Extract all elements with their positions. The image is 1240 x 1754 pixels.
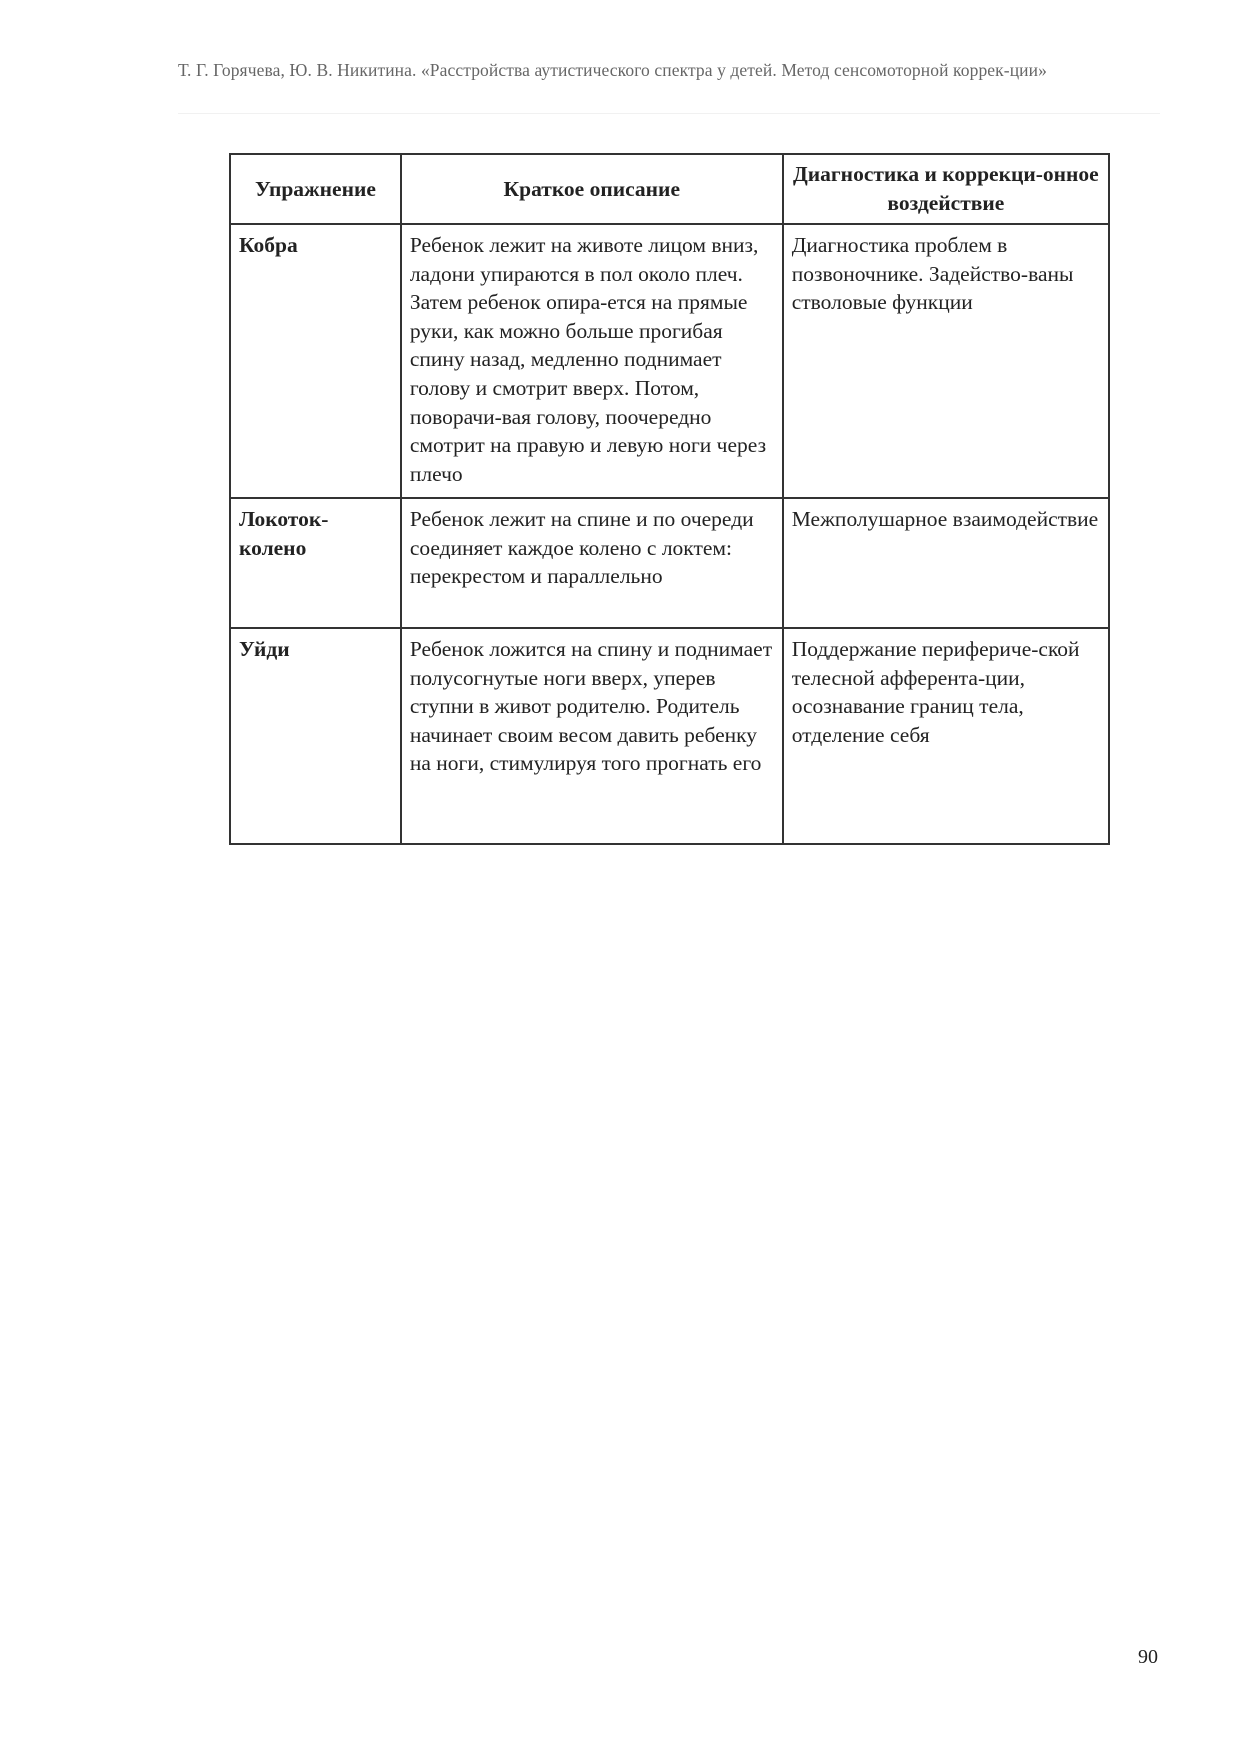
header-effect: Диагностика и коррекци-онное воздействие bbox=[783, 154, 1109, 224]
exercise-name: Кобра bbox=[230, 224, 401, 498]
exercises-table bbox=[229, 153, 1110, 845]
page-number: 90 bbox=[1138, 1646, 1158, 1668]
exercise-description: Ребенок ложится на спину и поднимает полусогнутые ноги вверх, уперев ступни в живот родителю. Родитель начинает своим весом давить ребенку на ноги, стимулируя того прогнать его bbox=[401, 628, 783, 844]
header-divider bbox=[178, 113, 1160, 114]
exercise-name: Локоток-колено bbox=[230, 498, 401, 628]
header-description: Краткое описание bbox=[401, 154, 783, 224]
exercise-name: Уйди bbox=[230, 628, 401, 844]
exercise-effect: Межполушарное взаимодействие bbox=[783, 498, 1109, 628]
header-exercise: Упражнение bbox=[230, 154, 401, 224]
exercise-effect: Диагностика проблем в позвоночнике. Задейство-ваны стволовые функции bbox=[783, 224, 1109, 498]
running-head: Т. Г. Горячева, Ю. В. Никитина. «Расстройства аутистического спектра у детей. Метод сенсомоторной коррек-ции» bbox=[178, 60, 1047, 80]
table-row bbox=[230, 498, 1109, 628]
exercise-effect: Поддержание перифериче-ской телесной афферента-ции, осознавание границ тела, отделение себя bbox=[783, 628, 1109, 844]
exercise-description: Ребенок лежит на спине и по очереди соединяет каждое колено с локтем: перекрестом и параллельно bbox=[401, 498, 783, 628]
table-header-row bbox=[230, 154, 1109, 224]
exercise-description: Ребенок лежит на животе лицом вниз, ладони упираются в пол около плеч. Затем ребенок опира-ется на прямые руки, как можно больше прогибая спину назад, медленно поднимает голову и смотрит вверх. Потом, поворачи-вая голову, поочередно смотрит на правую и левую ноги через плечо bbox=[401, 224, 783, 498]
table-row bbox=[230, 224, 1109, 498]
table-row bbox=[230, 628, 1109, 844]
